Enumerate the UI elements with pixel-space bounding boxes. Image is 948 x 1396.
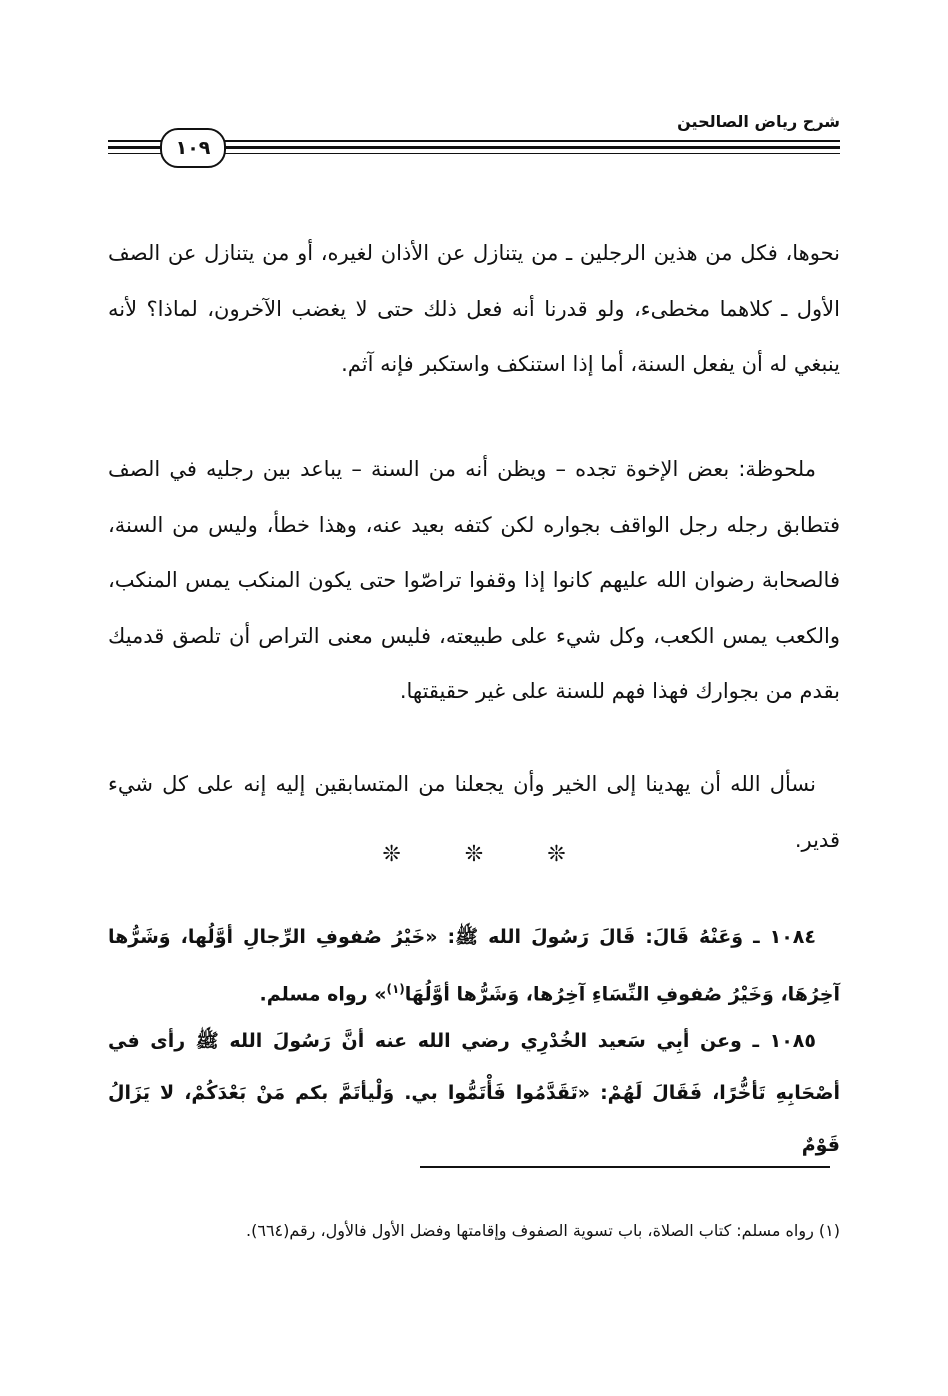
footnote-reference[interactable]: (١) bbox=[386, 982, 405, 996]
asterism-icon: ❊ bbox=[382, 842, 401, 867]
hadith-1085: ١٠٨٥ ـ وعن أبِي سَعيد الخُدْرِي رضي الله عنه أنَّ رَسُولَ الله ﷺ رأى في أصْحَابِهِ تَأخُّرًا، فَقَالَ لَهُمْ: «تَقَدَّمُوا فَأْتَمُّوا بي. وَلْيأتَمَّ بكم مَنْ بَعْدَكُمْ، لا يَزَالُ قَوْمٌ bbox=[108, 1030, 840, 1156]
hadith-source: » رواه مسلم. bbox=[259, 983, 387, 1006]
body-paragraph: نحوها، فكل من هذين الرجلين ـ من يتنازل عن الأذان لغيره، أو من يتنازل عن الصف الأول ـ كلاهما مخطىء، ولو قدرنا أنه فعل ذلك حتى لا يغضب الآخرون، لماذا؟ لأنه ينبغي له أن يفعل السنة، أما إذا استنكف واستكبر فإنه آثم. bbox=[108, 241, 840, 376]
section-separator bbox=[0, 842, 948, 867]
running-header-title: شرح رياض الصالحين bbox=[677, 112, 840, 131]
body-paragraph: نسأل الله أن يهدينا إلى الخير وأن يجعلنا من المتسابقين إليه إنه على كل شيء قدير. bbox=[108, 772, 840, 852]
footnote-divider bbox=[420, 1166, 830, 1168]
asterism-icon: ❊ bbox=[547, 842, 566, 867]
hadith-text: ١٠٨٤ ـ وَعَنْهُ قَالَ: قَالَ رَسُولَ الله ﷺ: «خَيْرُ صُفوفِ الرِّجالِ أوَّلُها، وَشَرُّها آخِرُهَا، وَخَيْرُ صُفوفِ النِّسَاءِ آخِرُها، وَشَرُّها أوَّلُهَا bbox=[108, 926, 840, 1006]
hadith-1084 bbox=[108, 911, 840, 1020]
body-paragraph: ملحوظة: بعض الإخوة تجده – ويظن أنه من السنة – يباعد بين رجليه في الصف فتطابق رجله رجل الواقف بجواره لكن كتفه بعيد عنه، وهذا خطأ، وليس من السنة، فالصحابة رضوان الله عليهم كانوا إذا وقفوا تراصّوا حتى يكون المنكب يمس المنكب، والكعب يمس الكعب، وكل شيء على طبيعته، فليس معنى التراص أن تلصق قدميك بقدم من بجوارك فهذا فهم للسنة على غير حقيقتها. bbox=[108, 457, 840, 703]
asterism-icon: ❊ bbox=[464, 842, 484, 867]
footnote: (١) رواه مسلم: كتاب الصلاة، باب تسوية الصفوف وإقامتها وفضل الأول فالأول، رقم(٦٦٤). bbox=[246, 1221, 840, 1240]
page-number: ١٠٩ bbox=[160, 128, 226, 168]
